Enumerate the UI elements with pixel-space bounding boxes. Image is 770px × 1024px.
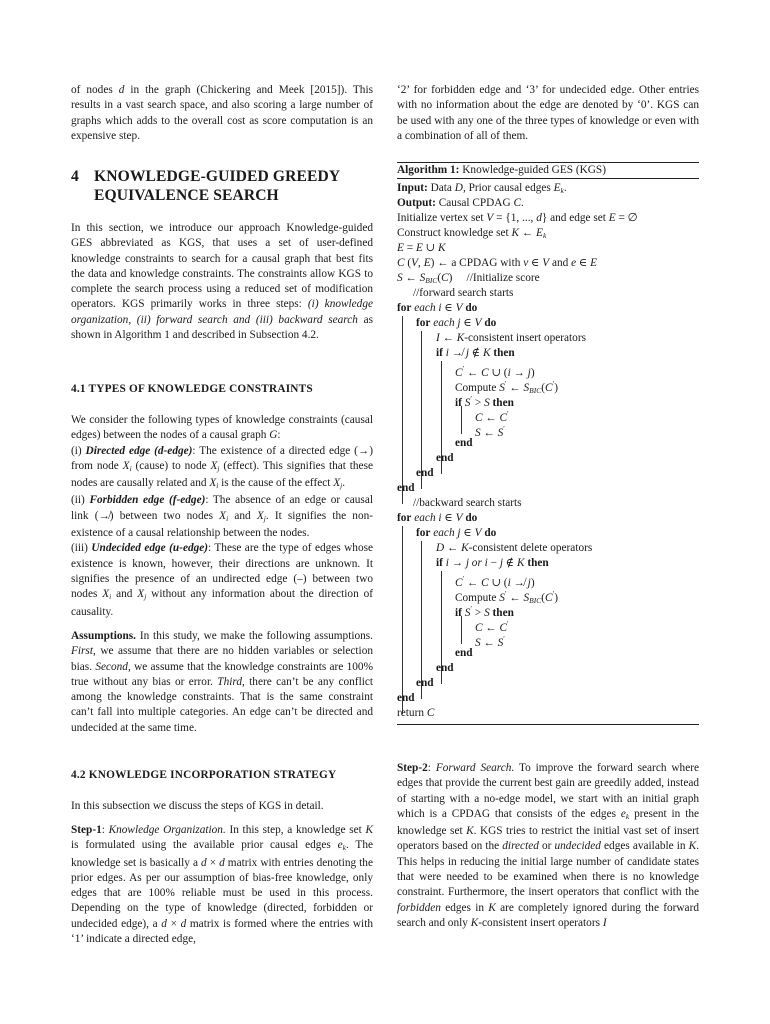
algo-line: Construct knowledge set K ← $E_k$ xyxy=(397,227,547,240)
u-edge-definition: (iii) Undecided edge (u-edge): These are the type of edges whose existence is known, however, their directions are unknown. It signifies the presence of an undirected edge (–) between two nodes $X_i$ and $X_j$ without any information about the direction of causality. xyxy=(71,542,374,618)
section-4-2-intro: In this subsection we discuss the steps of KGS in detail. xyxy=(71,800,324,812)
algo-line: E = E ∪ K xyxy=(397,242,446,254)
intro-paragraph: of nodes d in the graph (Chickering and Meek [2015]). This results in a vast search space, and also scoring a large number of graphs which adds to the overall cost as score computation is an expensive step. xyxy=(71,84,373,142)
algo-line: for each j ∈ V do xyxy=(416,527,497,539)
algorithm-body xyxy=(397,179,699,749)
algo-line: if S′ > S then xyxy=(455,394,514,409)
algo-line: Compute S′ ← $S_{BIC}(C')$ xyxy=(455,589,558,605)
algo-line: D ← K-consistent delete operators xyxy=(436,542,593,554)
algo-line: if i ↛ j ∉ K then xyxy=(436,347,515,359)
algo-line: return C xyxy=(397,707,435,719)
assumptions-paragraph: Assumptions. In this study, we make the following assumptions. First, we assume that there are no hidden variables or selection bias. Second, we assume that the knowledge constraints are 100% true without any bias or error. Third, there can’t be any conflict among the knowledge constraints. That is the same constraint can’t fall into multiple categories. An edge can’t be directed and undecided at the same time. xyxy=(71,630,373,734)
step-1-paragraph: Step-1: Knowledge Organization. In this step, a knowledge set K is formulated using the available prior causal edges $e_k$. The knowledge set is basically a d × d matrix with entries denoting the prior edges. As per our assumption of bias-free knowledge, only edges that are 100% reliable must be used in this process. Depending on the type of knowledge (directed, forbidden or undecided edge), a d × d matrix is formed where the entries with ‘1’ indicate a directed edge, xyxy=(71,824,373,946)
algo-line: C ← C′ xyxy=(475,619,509,634)
algo-end: end xyxy=(455,647,473,659)
algo-line: S ← $S_{BIC}(C)$ //Initialize score xyxy=(397,272,540,285)
section-4-1-paragraph: We consider the following types of knowledge constraints (causal edges) between the nodes of a causal graph G: (i) Directed edge (d-edge): The existence of a directed edge (→) from node $X_i$ (cause) to node $X_j$ (effect). This signifies that these nodes are causally related and $X_i$ is the cause of the effect $X_j$. (ii) Forbidden edge (f-edge): The absence of an edge or causal link (↛) between two nodes $X_i$ and $X_j$. It signifies the non-existence of a causal relationship between the nodes. (iii) Undecided edge (u-edge): These are the type of edges whose existence is known, however, their directions are unknown. It signifies the presence of an undirected edge (–) between two nodes $X_i$ and $X_j$ without any information about the direction of causality. xyxy=(71,414,374,618)
algorithm-caption: Algorithm 1: Knowledge-guided GES (KGS) xyxy=(397,164,606,176)
algo-line: for each i ∈ V do xyxy=(397,512,478,524)
algo-line: I ← K-consistent insert operators xyxy=(436,332,586,344)
inner-if-scope-line xyxy=(461,406,462,434)
section-4-number: 4 xyxy=(71,168,79,185)
algo-end: end xyxy=(436,662,454,674)
section-4-title-line2: EQUIVALENCE SEARCH xyxy=(94,187,279,204)
algo-end: end xyxy=(416,677,434,689)
section-4-1-title: 4.1 TYPES OF KNOWLEDGE CONSTRAINTS xyxy=(71,383,313,395)
step-2-paragraph: Step-2: Forward Search. To improve the forward search where edges that provide the current best gain are greedily added, instead of starting with a no-edge model, we start with an initial graph which is a CPDAG that consists of the edges $e_k$ present in the knowledge set K. KGS tries to restrict the initial vast set of insert operators based on the directed or undecided edges available in K. This helps in reducing the initial large number of candidate states that were needed to be examined when there is no knowledge constraint. Furthermore, the insert operators that conflict with the forbidden edges in K are completely ignored during the forward search and only K-consistent insert operators I xyxy=(397,762,700,929)
algo-line: for each j ∈ V do xyxy=(416,317,497,329)
algo-line: C′ ← C ∪ (i ↛ j) xyxy=(455,574,535,589)
algo-line: Initialize vertex set V = {1, ..., d} and edge set E = ∅ xyxy=(397,212,638,224)
section-4-2-title: 4.2 KNOWLEDGE INCORPORATION STRATEGY xyxy=(71,769,337,781)
algo-line: if S′ > S then xyxy=(455,604,514,619)
algo-line: Output: Causal CPDAG C. xyxy=(397,197,524,209)
algo-line: C (V, E) ← a CPDAG with v ∈ V and e ∈ E xyxy=(397,257,598,269)
algo-comment: //forward search starts xyxy=(413,287,514,299)
algo-comment: //backward search starts xyxy=(413,497,522,509)
section-4-paragraph: In this section, we introduce our approach Knowledge-guided GES abbreviated as KGS, that uses a set of user-defined knowledge constraints to search for a causal graph that best fits the data and knowledge constraints. The constraints allow KGS to complete the search process using a reduced set of modification operators. KGS primarily works in three steps: (i) knowledge organization, (ii) forward search and (iii) backward search as shown in Algorithm 1 and described in Subsection 4.2. xyxy=(71,222,373,342)
algo-end: end xyxy=(397,482,415,494)
continuation-paragraph: ‘2’ for forbidden edge and ‘3’ for undecided edge. Other entries with no information about the edge are denoted by ‘0’. KGS can be used with any one of the three types of knowledge or even with a combination of all of them. xyxy=(397,84,699,142)
algo-line: Compute S′ ← $S_{BIC}(C')$ xyxy=(455,379,558,395)
algo-end: end xyxy=(436,452,454,464)
algo-end: end xyxy=(416,467,434,479)
algo-line: S ← S′ xyxy=(475,634,505,649)
inner-if-scope-line xyxy=(461,616,462,644)
algorithm-bottom-rule xyxy=(397,724,699,725)
d-edge-definition: (i) Directed edge (d-edge): The existence of a directed edge (→) from node $X_i$ (cause) to node $X_j$ (effect). This signifies that these nodes are causally related and $X_i$ is the cause of the effect $X_j$. xyxy=(71,444,373,491)
for-i-scope-line xyxy=(402,316,403,504)
algo-end: end xyxy=(397,692,415,704)
f-edge-definition: (ii) Forbidden edge (f-edge): The absence of an edge or causal link (↛) between two nodes $X_i$ and $X_j$. It signifies the non-existence of a causal relationship between the nodes. xyxy=(71,494,374,540)
section-4-title-line1: KNOWLEDGE-GUIDED GREEDY xyxy=(94,168,341,185)
for-i-scope-line xyxy=(402,526,403,714)
algo-end: end xyxy=(455,437,473,449)
algo-line: Input: Data D, Prior causal edges $E_k$. xyxy=(397,182,567,195)
algo-line: if i → j or i − j ∉ K then xyxy=(436,557,549,569)
algo-line: S ← S′ xyxy=(475,424,505,439)
algo-line: for each i ∈ V do xyxy=(397,302,478,314)
algorithm-1 xyxy=(397,162,699,749)
algo-line: C′ ← C ∪ (i → j) xyxy=(455,364,535,379)
algo-line: C ← C′ xyxy=(475,409,509,424)
